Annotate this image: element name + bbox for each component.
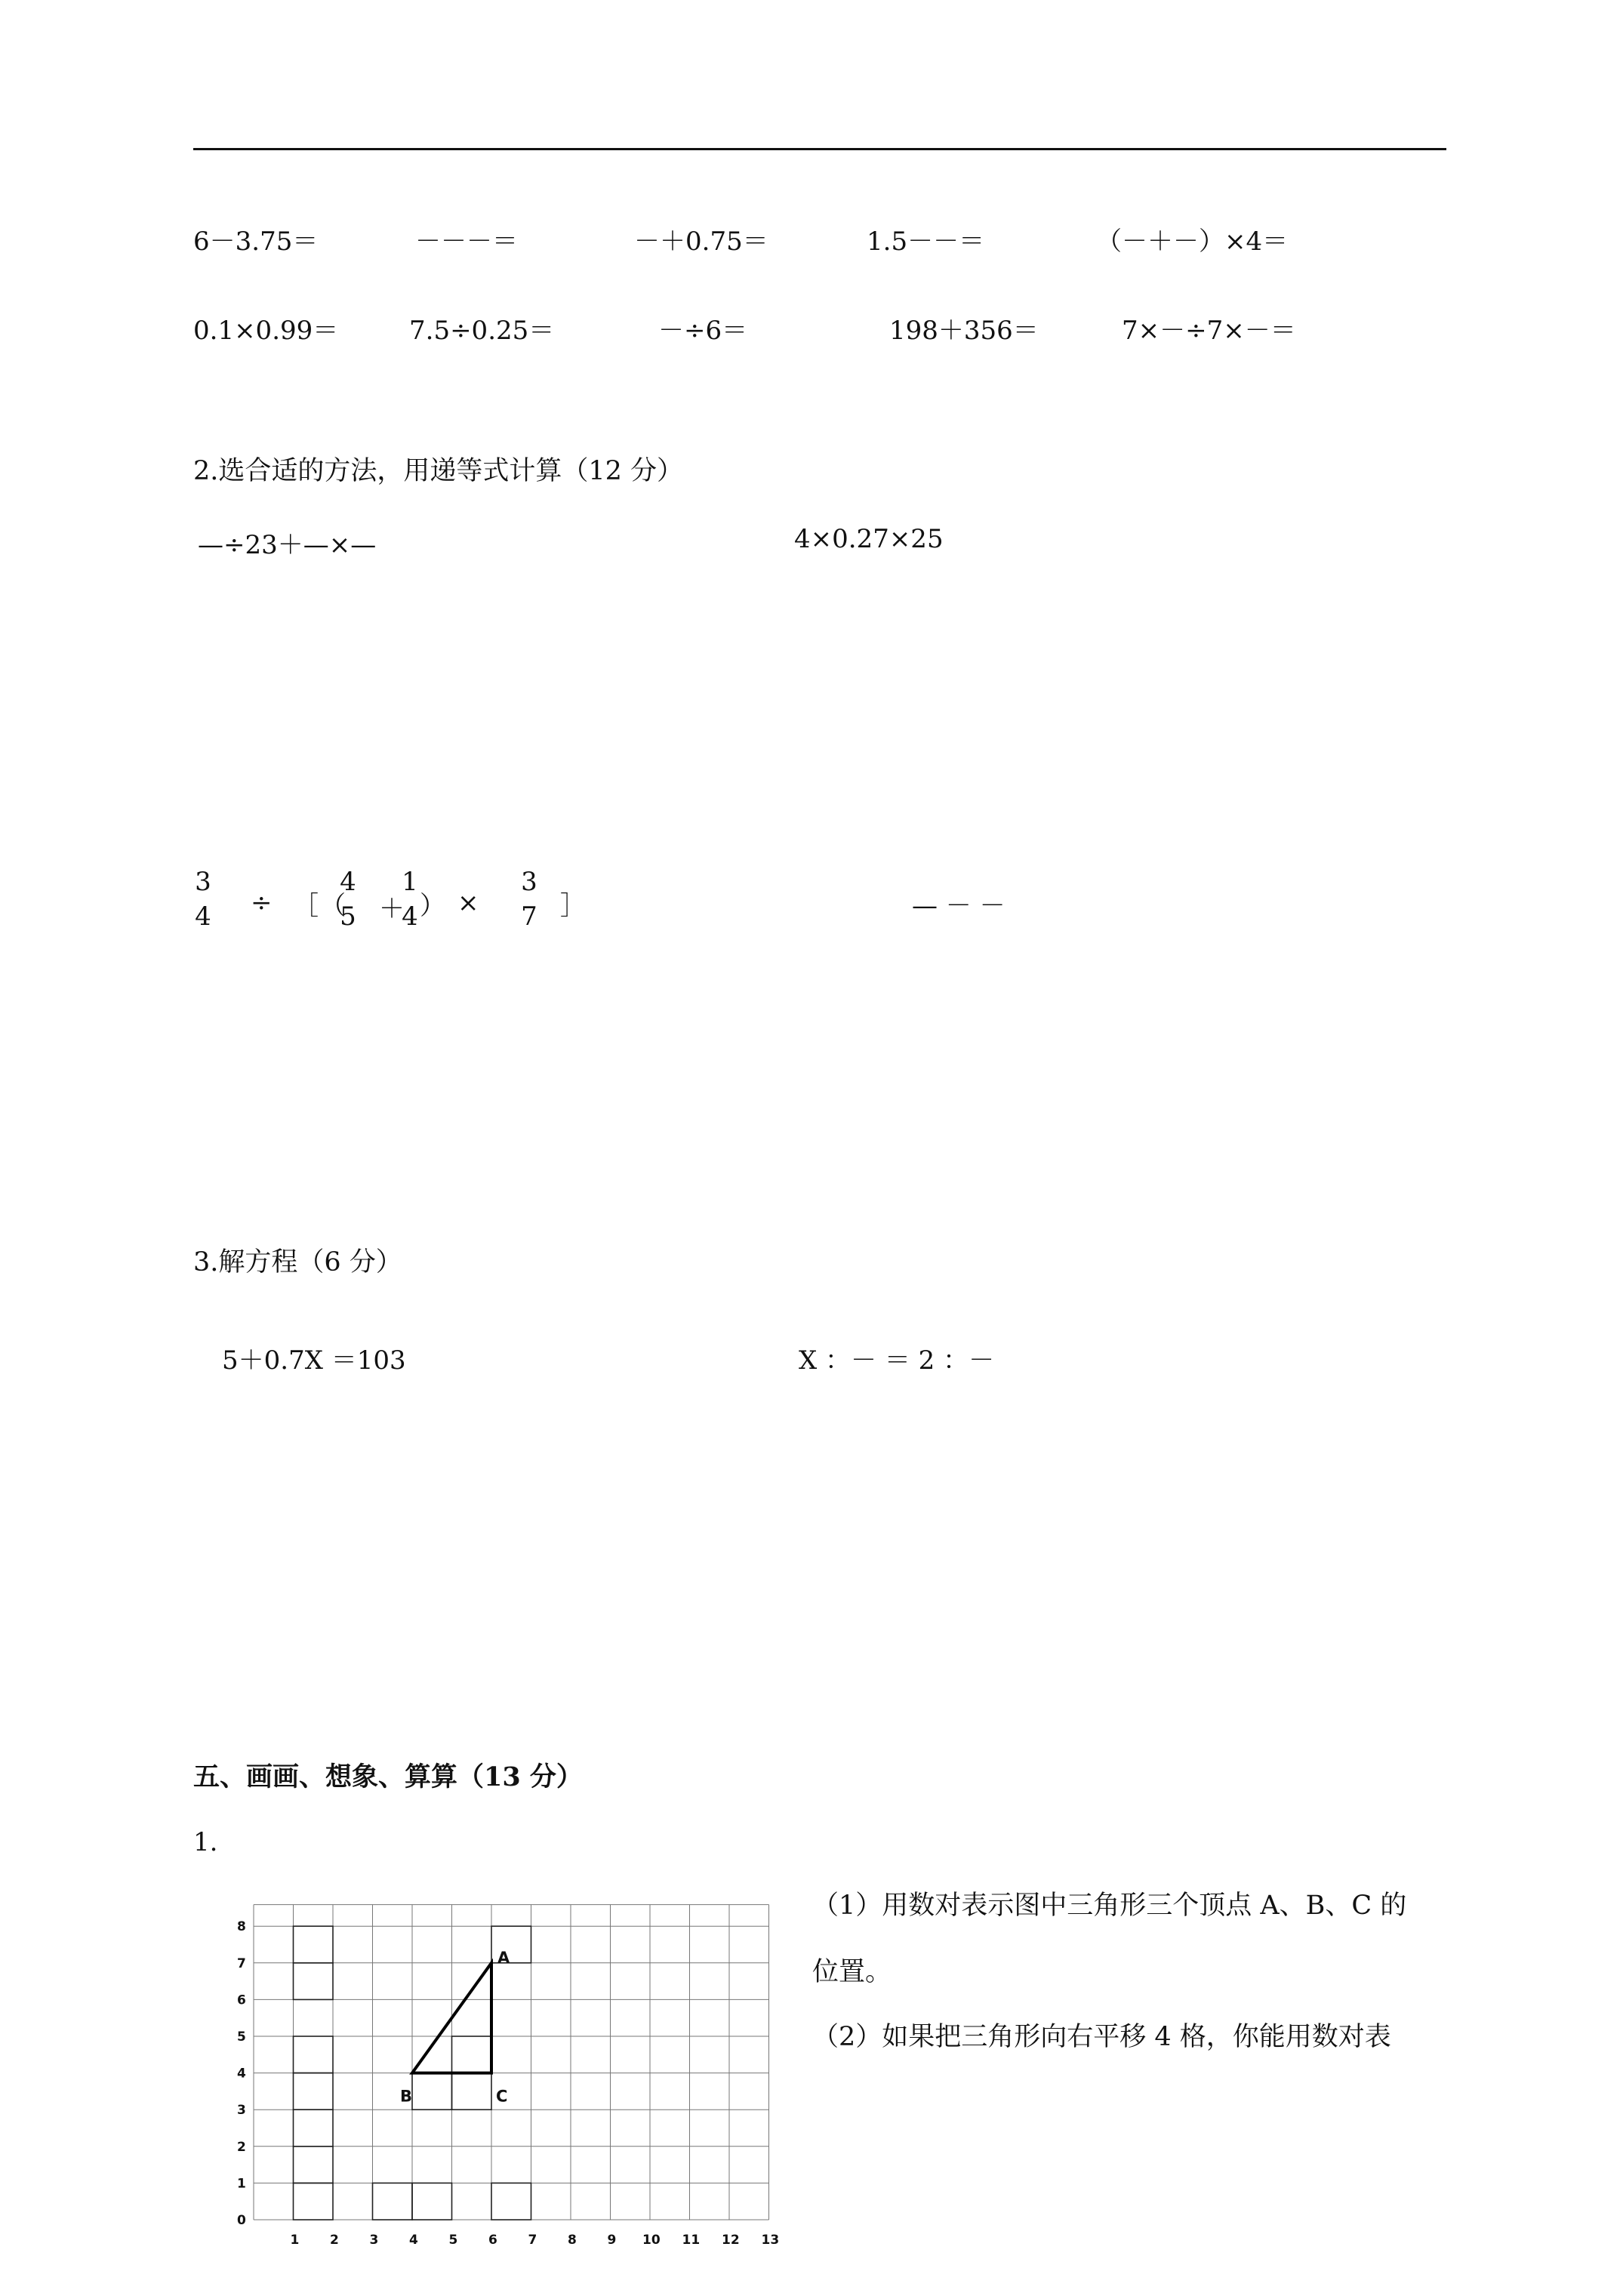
grid-box — [294, 2147, 334, 2184]
vertex-label-c: C — [496, 2087, 508, 2106]
plus-sign: ＋ — [379, 894, 405, 924]
y-tick-label: 3 — [237, 2103, 246, 2119]
grid-box — [412, 2073, 452, 2110]
x-tick-label: 5 — [448, 2233, 458, 2248]
y-tick-label: 5 — [237, 2029, 246, 2045]
section-5-heading: 五、画画、想象、算算（13 分） — [193, 1761, 583, 1792]
calc-2-2: 7.5÷0.25＝ — [409, 316, 555, 346]
fraction-1-4 — [399, 867, 421, 932]
x-tick-label: 13 — [761, 2233, 780, 2248]
y-tick-label: 2 — [237, 2139, 246, 2155]
fraction-numerator: 4 — [340, 867, 356, 897]
calc-1-4: 1.5－－＝ — [867, 227, 985, 257]
fraction-3-4 — [192, 867, 214, 932]
equation-b: X ：－ ＝ 2 ：－ — [799, 1345, 995, 1376]
y-tick-label: 4 — [237, 2066, 246, 2082]
calc-2-3: －÷6＝ — [658, 316, 748, 346]
x-tick-label: 3 — [369, 2233, 379, 2248]
calc-2-4: 198＋356＝ — [889, 316, 1039, 346]
fraction-4-5 — [337, 867, 359, 932]
left-bracket: ［ — [293, 891, 319, 921]
x-tick-label: 8 — [568, 2233, 577, 2248]
calc-1-5: （－＋－）×4＝ — [1096, 227, 1289, 257]
calc-2-1: 0.1×0.99＝ — [193, 316, 339, 346]
right-paren: ） — [420, 891, 445, 921]
expr-b: 4×0.27×25 — [794, 524, 944, 554]
fraction-numerator: 1 — [402, 867, 418, 897]
times-sign: × — [457, 888, 479, 918]
grid-box — [491, 2183, 531, 2220]
header-rule — [193, 148, 1446, 150]
x-tick-label: 4 — [409, 2233, 418, 2248]
vertex-label-b: B — [400, 2087, 413, 2106]
fraction-denominator: 5 — [340, 901, 356, 932]
question-1-line-2: 位置。 — [812, 1957, 892, 1987]
expr-d: — － － — [912, 891, 1006, 921]
x-tick-label: 9 — [607, 2233, 617, 2248]
x-tick-label: 1 — [290, 2233, 300, 2248]
fraction-numerator: 3 — [195, 867, 211, 897]
grid-box — [412, 2183, 452, 2220]
question-1-line-1: （1）用数对表示图中三角形三个顶点 A、B、C 的 — [812, 1891, 1407, 1921]
y-tick-label: 6 — [237, 1992, 246, 2008]
x-tick-label: 11 — [682, 2233, 701, 2248]
y-tick-label: 7 — [237, 1955, 246, 1971]
grid-box — [452, 2036, 492, 2073]
grid-box — [294, 2036, 334, 2073]
section-2-heading: 2.选合适的方法，用递等式计算（12 分） — [193, 456, 684, 486]
grid-box — [294, 2110, 334, 2147]
right-bracket: ］ — [560, 891, 586, 921]
calc-1-3: －＋0.75＝ — [634, 227, 768, 257]
x-tick-label: 10 — [642, 2233, 661, 2248]
grid-box — [294, 1963, 334, 2000]
grid-box — [373, 2183, 413, 2220]
x-tick-label: 6 — [488, 2233, 497, 2248]
fraction-numerator: 3 — [521, 867, 537, 897]
divide-sign: ÷ — [251, 888, 273, 918]
equation-a: 5＋0.7X ＝103 — [222, 1345, 406, 1376]
fraction-3-7 — [518, 867, 540, 932]
left-paren: （ — [320, 891, 346, 921]
vertex-label-a: A — [497, 1948, 510, 1967]
fraction-denominator: 7 — [521, 901, 537, 932]
expr-a: —÷23＋—×— — [198, 530, 377, 560]
fraction-denominator: 4 — [195, 901, 211, 932]
item-number: 1. — [193, 1827, 218, 1857]
y-tick-label: 0 — [237, 2213, 246, 2228]
fraction-denominator: 4 — [402, 901, 418, 932]
y-tick-label: 1 — [237, 2176, 246, 2192]
grid-box — [294, 2073, 334, 2110]
y-tick-label: 8 — [237, 1919, 246, 1935]
x-tick-label: 2 — [330, 2233, 339, 2248]
grid-box — [452, 2073, 492, 2110]
x-tick-label: 7 — [528, 2233, 537, 2248]
grid-box — [294, 2183, 334, 2220]
x-tick-label: 12 — [722, 2233, 740, 2248]
calc-1-1: 6－3.75＝ — [193, 227, 319, 257]
coordinate-grid — [234, 1888, 793, 2273]
calc-1-2: －－－＝ — [415, 227, 518, 257]
section-3-heading: 3.解方程（6 分） — [193, 1247, 402, 1277]
grid-box — [294, 1926, 334, 1963]
calc-2-5: 7×－÷7×－＝ — [1122, 316, 1296, 346]
question-2-line-1: （2）如果把三角形向右平移 4 格，你能用数对表 — [812, 2022, 1391, 2052]
